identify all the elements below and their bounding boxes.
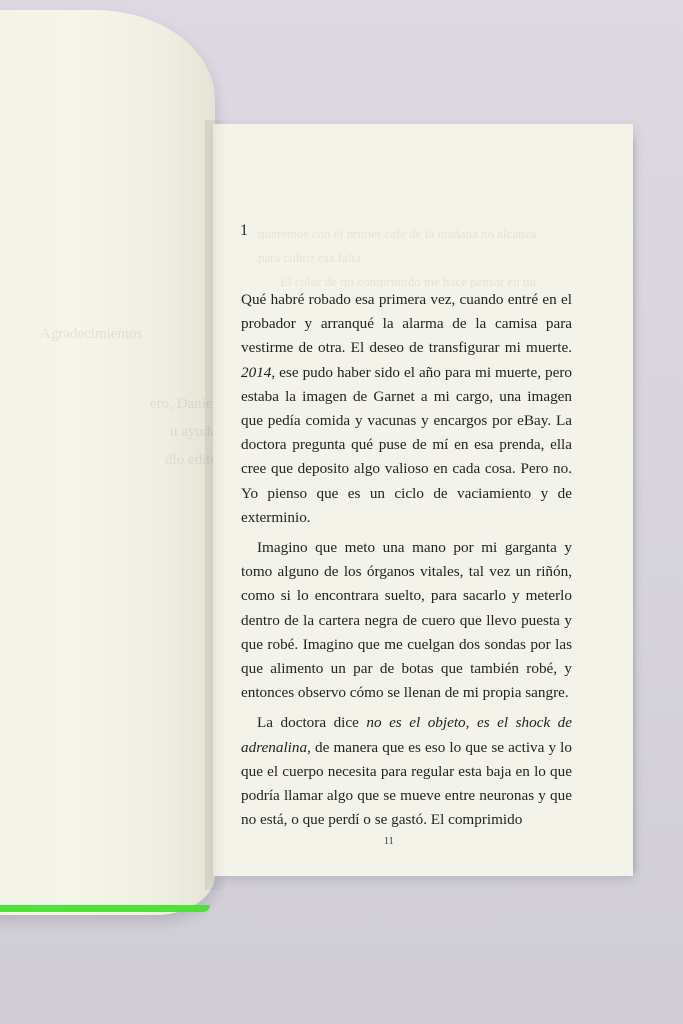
body-text (241, 288, 572, 838)
italic-text: 2014 (241, 363, 272, 381)
text-segment: , de manera que es eso lo que se activa y lo que el cuerpo necesita para regular esta baja en lo que podría llamar algo que se mueve entre neuronas y que no está, o que perdí o se gastó. El comprimido (241, 738, 572, 829)
left-page (0, 10, 215, 915)
text-segment: , ese pudo haber sido el año para mi muerte, pero estaba la imagen de Garnet a mi cargo, una imagen que pedía comida y vacunas y encargos por eBay. La doctora pregunta qué puse de mí en esa prenda, ella cree que deposito algo valioso en cada cosa. Pero no. Yo pienso que es un ciclo de vaciamiento y de exterminio. (241, 363, 572, 526)
left-page-green-edge (0, 905, 210, 912)
text-segment: Imagino que meto una mano por mi garganta y tomo alguno de los órganos vitales, tal vez un riñón, como si lo encontrara suelto, para sacarlo y meterlo dentro de la cartera negra de cuero que llevo puesta y que robé. Imagino que me cuelgan dos sondas por las que alimento un par de botas que también robé, y entonces observo cómo se llenan de mi propia sangre. (241, 539, 572, 702)
page-number: 11 (384, 836, 394, 847)
paragraph (241, 536, 572, 705)
chapter-number: 1 (240, 222, 248, 239)
paragraph (241, 711, 572, 832)
text-segment: La doctora dice (257, 714, 367, 732)
italic-text: no es el objeto, es el shock de adrenalina (241, 714, 572, 756)
gutter-shadow (205, 120, 227, 890)
paragraph (241, 288, 572, 530)
text-segment: Qué habré robado esa primera vez, cuando entré en el probador y arranqué la alarma de la camisa para vestirme de otra. El deseo de transfigurar mi muerte. (241, 291, 572, 357)
